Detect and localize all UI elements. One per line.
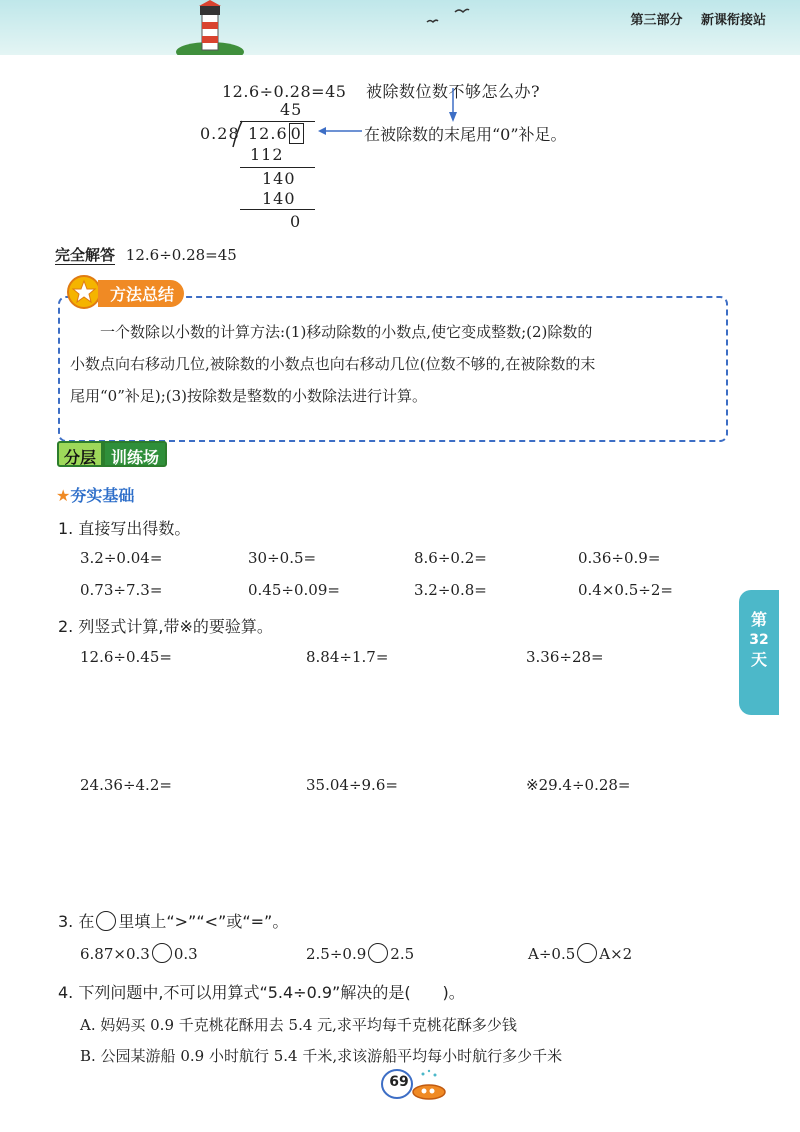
q3-left: 2.5÷0.9 xyxy=(306,945,367,963)
q2-item: 35.04÷9.6= xyxy=(306,776,398,794)
circle-icon xyxy=(96,911,116,931)
method-summary-text xyxy=(70,316,720,412)
division-remainder: 0 xyxy=(290,212,302,231)
example-heading xyxy=(222,79,540,102)
q3-item xyxy=(80,943,198,963)
bird-icon xyxy=(425,6,470,28)
arrow-down xyxy=(447,88,459,122)
q1-item: 3.2÷0.8= xyxy=(414,581,487,599)
side-tab-line: 32 xyxy=(749,632,769,648)
arrow-to-note xyxy=(318,125,362,137)
q1-item: 3.2÷0.04= xyxy=(80,549,163,567)
subsection-label: 夯实基础 xyxy=(70,486,135,505)
q3-title-a: 3. 在 xyxy=(58,912,95,931)
q1-item: 0.45÷0.09= xyxy=(248,581,340,599)
division-bar xyxy=(240,121,315,122)
q2-item: 24.36÷4.2= xyxy=(80,776,172,794)
page-number: 69 xyxy=(389,1074,409,1090)
division-bracket xyxy=(232,120,244,148)
division-step1: 112 xyxy=(250,145,284,164)
q3-right: 0.3 xyxy=(173,945,198,963)
q4-option-a: A. 妈妈买 0.9 千克桃花酥用去 5.4 元,求平均每千克桃花酥多少钱 xyxy=(80,1016,517,1034)
q4-option-b: B. 公园某游船 0.9 小时航行 5.4 千米,求该游船平均每小时航行多少千米 xyxy=(80,1047,563,1065)
q3-left: A÷0.5 xyxy=(528,945,576,963)
complete-answer xyxy=(55,244,237,265)
level-training-badge xyxy=(57,441,167,467)
header-section-title xyxy=(616,9,766,28)
dividend-pad-zero: 0 xyxy=(290,124,302,143)
star-badge-icon xyxy=(66,274,102,310)
q2-title: 2. 列竖式计算,带※的要验算。 xyxy=(58,617,273,636)
header-part-label: 第三部分 xyxy=(630,13,683,28)
answer-text: 12.6÷0.28=45 xyxy=(125,246,237,264)
method-line-2: 小数点向右移动几位,被除数的小数点也向右移动几位(位数不够的,在被除数的末 xyxy=(70,355,596,373)
division-divisor: 0.28 xyxy=(200,124,240,143)
dividend-value: 12.6 xyxy=(248,124,288,143)
star-icon: ★ xyxy=(56,486,71,505)
answer-label: 完全解答 xyxy=(55,246,116,264)
division-step3: 140 xyxy=(262,189,296,208)
lighthouse-icon xyxy=(175,0,245,55)
division-line-2 xyxy=(240,209,315,210)
q1-item: 0.4×0.5÷2= xyxy=(578,581,673,599)
q3-item xyxy=(528,943,632,963)
example-question: 被除数位数不够怎么办? xyxy=(366,82,541,101)
division-line-1 xyxy=(240,167,315,168)
q3-title xyxy=(58,909,288,932)
method-title-label: 方法总结 xyxy=(98,280,184,307)
q1-item: 8.6÷0.2= xyxy=(414,549,487,567)
level-badge-b: 训练场 xyxy=(103,441,167,467)
q2-item: 3.36÷28= xyxy=(526,648,604,666)
q2-item: ※29.4÷0.28= xyxy=(526,776,631,794)
level-badge-a: 分层 xyxy=(57,441,103,467)
method-line-3: 尾用“0”补足);(3)按除数是整数的小数除法进行计算。 xyxy=(70,387,428,405)
answer-circle[interactable] xyxy=(577,943,597,963)
q4-title: 4. 下列问题中,不可以用算式“5.4÷0.9”解决的是( )。 xyxy=(58,983,465,1002)
division-quotient: 45 xyxy=(280,100,303,119)
q2-item: 12.6÷0.45= xyxy=(80,648,172,666)
example-equation: 12.6÷0.28=45 xyxy=(222,82,347,101)
q2-item: 8.84÷1.7= xyxy=(306,648,389,666)
answer-circle[interactable] xyxy=(152,943,172,963)
q3-right: 2.5 xyxy=(390,945,415,963)
header-section-label: 新课衔接站 xyxy=(700,13,766,28)
q1-item: 0.36÷0.9= xyxy=(578,549,661,567)
division-step2: 140 xyxy=(262,169,296,188)
side-tab-line: 第 xyxy=(750,610,767,629)
q1-item: 30÷0.5= xyxy=(248,549,317,567)
method-summary-title xyxy=(62,272,227,312)
q3-right: A×2 xyxy=(599,945,633,963)
page-header xyxy=(0,0,800,55)
day-side-tab xyxy=(739,590,779,715)
method-line-1: 一个数除以小数的计算方法:(1)移动除数的小数点,使它变成整数;(2)除数的 xyxy=(100,323,593,341)
pad-zero-note: 在被除数的末尾用“0”补足。 xyxy=(364,125,567,144)
subsection-title xyxy=(56,483,134,506)
division-dividend xyxy=(248,124,304,143)
q3-title-b: 里填上“>”“<”或“=”。 xyxy=(118,912,289,931)
q3-left: 6.87×0.3 xyxy=(80,945,150,963)
q3-item xyxy=(306,943,414,963)
answer-circle[interactable] xyxy=(368,943,388,963)
q1-item: 0.73÷7.3= xyxy=(80,581,163,599)
side-tab-line: 天 xyxy=(750,650,767,669)
page-number-badge xyxy=(381,1068,415,1098)
q1-title: 1. 直接写出得数。 xyxy=(58,519,191,538)
